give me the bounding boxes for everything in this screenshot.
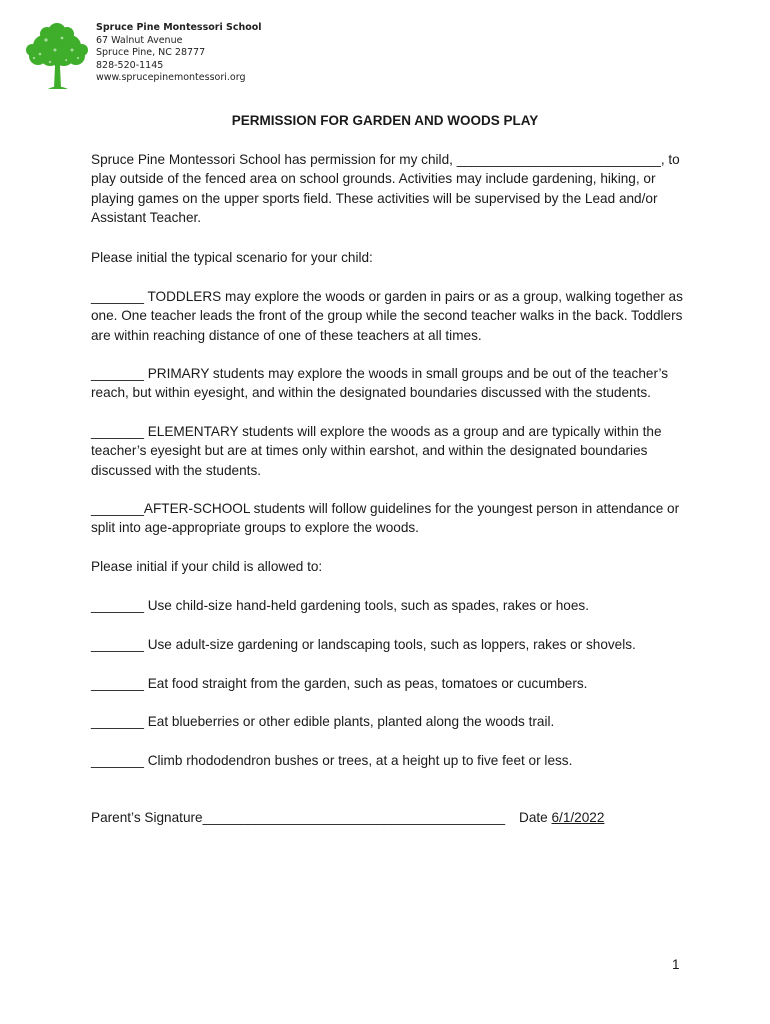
address-line-2: Spruce Pine, NC 28777 bbox=[96, 47, 206, 59]
website: www.sprucepinemontessori.org bbox=[96, 72, 246, 84]
address-line-1: 67 Walnut Avenue bbox=[96, 34, 183, 46]
signature-row bbox=[91, 810, 604, 825]
allowed-climb[interactable]: _______ Climb rhododendron bushes or trees, at a height up to five feet or less. bbox=[91, 753, 573, 768]
intro-paragraph bbox=[91, 150, 691, 227]
date-label: Date bbox=[519, 810, 552, 825]
parent-signature-field[interactable]: Parent’s Signature________________________________________ bbox=[91, 810, 505, 825]
allowed-child-tools[interactable]: _______ Use child-size hand-held gardening tools, such as spades, rakes or hoes. bbox=[91, 598, 589, 613]
intro-text: Spruce Pine Montessori School has permission for my child, bbox=[91, 152, 457, 167]
scenario-toddlers[interactable]: _______ TODDLERS may explore the woods or garden in pairs or as a group, walking together as one. One teacher leads the front of the group while the second teacher walks in the back. Toddlers are within reaching distance of one of these teachers at all times. bbox=[91, 289, 683, 343]
allowed-adult-tools[interactable]: _______ Use adult-size gardening or landscaping tools, such as loppers, rakes or shovels. bbox=[91, 637, 636, 652]
child-name-blank[interactable]: ___________________________ bbox=[456, 152, 661, 167]
tree-icon bbox=[22, 20, 92, 90]
school-contact-block bbox=[96, 22, 262, 85]
scenario-elementary[interactable]: _______ ELEMENTARY students will explore the woods as a group and are typically within the teacher’s eyesight but are at times only within earshot, and within the designated boundaries discussed with the students. bbox=[91, 424, 662, 478]
date-value[interactable]: 6/1/2022 bbox=[551, 810, 605, 825]
page-number: 1 bbox=[672, 957, 680, 972]
scenario-after-school[interactable]: _______AFTER-SCHOOL students will follow guidelines for the youngest person in attendance or split into age-appropriate groups to explore the woods. bbox=[91, 501, 680, 536]
scenario-prompt: Please initial the typical scenario for your child: bbox=[91, 250, 373, 265]
allowed-blueberries[interactable]: _______ Eat blueberries or other edible plants, planted along the woods trail. bbox=[91, 714, 555, 729]
form-title: PERMISSION FOR GARDEN AND WOODS PLAY bbox=[231, 113, 539, 128]
allowed-prompt: Please initial if your child is allowed to: bbox=[91, 559, 323, 574]
phone-number: 828-520-1145 bbox=[96, 59, 164, 71]
scenario-primary[interactable]: _______ PRIMARY students may explore the woods in small groups and be out of the teacher’s reach, but within eyesight, and within the designated boundaries discussed with the students. bbox=[91, 366, 669, 401]
allowed-garden-food[interactable]: _______ Eat food straight from the garden, such as peas, tomatoes or cucumbers. bbox=[91, 676, 588, 691]
intro-rest: , to play outside of the fenced area on school grounds. Activities may include gardening, hiking, or playing games on the upper sports field. These activities will be supervised by the Lead and/or Assistant Teacher. bbox=[91, 152, 680, 225]
school-name: Spruce Pine Montessori School bbox=[96, 22, 262, 33]
